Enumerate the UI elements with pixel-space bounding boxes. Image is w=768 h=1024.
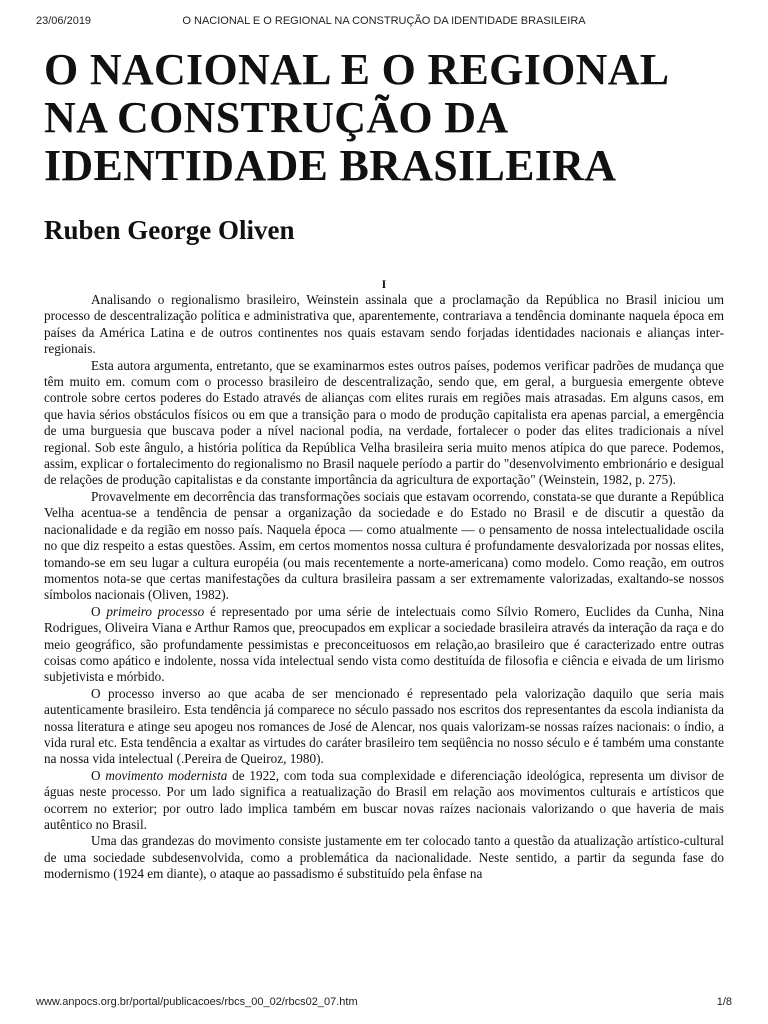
paragraph-4-lead: O: [91, 603, 107, 619]
print-footer: [36, 996, 732, 1010]
section-number: I: [381, 277, 387, 291]
article-body: [44, 292, 724, 883]
paragraph-4: [44, 604, 724, 686]
print-url: www.anpocs.org.br/portal/publicacoes/rbcs_00_02/rbcs02_07.htm: [36, 996, 358, 1008]
paragraph-4-text: é representado por uma série de intelectuais como Sílvio Romero, Euclides da Cunha, Nina Rodrigues, Oliveira Viana e Arthur Ramos que, preocupados em explicar a sociedade brasileira através da interação da raça e do meio geográfico, são profundamente pessimistas e preconceituosos em relação,ao brasileiro que é caracterizado entre outras coisas como apático e indolente, nossa vida intelectual sendo vista como destituída de filosofia e ciência e eivada de um lirismo subjetivista e mórbido.: [44, 603, 724, 685]
print-page-title: O NACIONAL E O REGIONAL NA CONSTRUÇÃO DA IDENTIDADE BRASILEIRA: [182, 15, 586, 27]
paragraph-6-text: de 1922, com toda sua complexidade e diferenciação ideológica, representa um divisor de águas neste processo. Por um lado significa a reatualização do Brasil em relação aos movimentos culturais e artísticos que ocorrem no exterior; por outro lado implica também em buscar novas raízes nacionais valorizando o que haveria de mais autêntico no Brasil.: [44, 767, 724, 832]
article-author: Ruben George Oliven: [44, 215, 295, 245]
paragraph-4-emphasis: primeiro processo: [106, 603, 205, 619]
print-date: 23/06/2019: [36, 15, 92, 27]
paragraph-7: Uma das grandezas do movimento consiste justamente em ter colocado tanto a questão da atualização artístico-cultural de uma sociedade subdesenvolvida, como a problemática da nacionalidade. Neste sentido, a partir da segunda fase do modernismo (1924 em diante), o ataque ao passadismo é substituído pela ênfase na: [44, 833, 724, 882]
paragraph-1: Analisando o regionalismo brasileiro, Weinstein assinala que a proclamação da República no Brasil iniciou um processo de descentralização política e administrativa que, aparentemente, contrariava a tendência dominante naquela época em países da América Latina e de outros continentes nos quais estavam sendo forjadas identidades nacionais e alianças inter-regionais.: [44, 292, 724, 357]
paragraph-6-lead: O: [91, 767, 106, 783]
page-number: 1/8: [716, 996, 732, 1008]
paragraph-2: Esta autora argumenta, entretanto, que se examinarmos estes outros países, podemos verificar padrões de mudança que têm muito em. comum com o processo brasileiro de descentralização, sendo que, em geral, a burguesia emergente obteve controle sobre certos poderes do Estado através de alianças com elites rurais em regiões mais atrasadas. Em alguns casos, em que havia sérios obstáculos físicos ou em que a transição para o modo de produção capitalista era apenas parcial, a emergência de uma burguesia que buscava poder a nível nacional podia, na verdade, fortalecer o poder das elites tradicionais a nível regional. Sob este ângulo, a história política da República Velha brasileira seria muito menos atípica do que parece. Podemos, assim, explicar o fortalecimento do regionalismo no Brasil naquele período a partir do "desenvolvimento embrionário e desigual de relações de produção capitalistas e da constante importância da agricultura de exportação" (Weinstein, 1982, p. 275).: [44, 357, 724, 488]
article-title: O NACIONAL E O REGIONAL NA CONSTRUÇÃO DA IDENTIDADE BRASILEIRA: [44, 45, 668, 190]
paragraph-5: O processo inverso ao que acaba de ser mencionado é representado pela valorização daquilo que seria mais autenticamente brasileiro. Esta tendência já comparece no século passado nos escritos dos representantes da escola indianista da nossa literatura e atinge seu apogeu nos romances de José de Alencar, nos quais valorizam-se nossas raízes nacionais: o índio, a vida rural etc. Esta tendência a exaltar as virtudes do caráter brasileiro tem seqüência no nosso século e é também uma constante na nossa vida intelectual (.Pereira de Queiroz, 1980).: [44, 685, 724, 767]
print-header: [36, 15, 732, 29]
paragraph-3: Provavelmente em decorrência das transformações sociais que estavam ocorrendo, constata-se que durante a República Velha acentua-se a tendência de pensar a organização da sociedade e do Estado no Brasil e de discutir a questão da nacionalidade e da região em nosso país. Naquela época — como atualmente — o pensamento de nossa intelectualidade oscila no que diz respeito a estas questões. Assim, em certos momentos nossa cultura é profundamente desvalorizada por nossas elites, tomando-se em seu lugar a cultura européia (ou mais recentemente a norte-americana) como modelo. Como reação, em outros momentos nota-se que certas manifestações da cultura brasileira passam a ser extremamente valorizadas, exaltando-se nossos símbolos nacionais (Oliven, 1982).: [44, 488, 724, 603]
article: [44, 46, 724, 883]
paragraph-6: [44, 768, 724, 834]
paragraph-6-emphasis: movimento modernista: [105, 767, 228, 783]
